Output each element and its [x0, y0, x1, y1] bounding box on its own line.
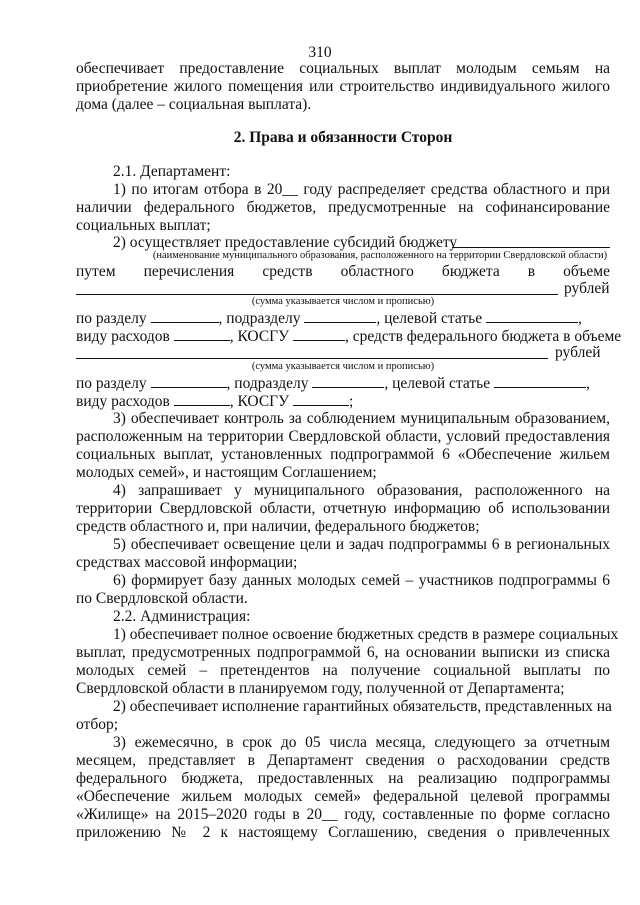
text-line: социальных выплат, установленных подпрограммой 6 «Обеспечение жильем — [76, 446, 610, 463]
blank-kosgu — [293, 327, 345, 341]
blank-line-amount — [76, 358, 548, 359]
text-line: средствах массовой информации; — [76, 554, 298, 571]
text-line: 5) обеспечивает освещение цели и задач подпрограммы 6 в региональных — [113, 536, 610, 553]
text-line: федерального бюджета, предоставленных на реализацию подпрограммы — [76, 770, 610, 787]
label-kosgu: , КОСГУ — [229, 393, 290, 410]
blank-expense-type — [174, 392, 230, 406]
blank-line-municipality — [452, 247, 610, 248]
punct: , — [585, 375, 590, 392]
text-line: средств областного и, при наличии, федерального бюджетов; — [76, 518, 480, 535]
text-line: 4) запрашивает у муниципального образования, расположенного на — [113, 482, 610, 499]
label-expense-type: виду расходов — [76, 328, 170, 345]
subsection-title: 2.2. Администрация: — [113, 608, 251, 625]
page-number: 310 — [308, 44, 332, 61]
label-federal: , средств федерального бюджета в объеме — [344, 328, 622, 345]
budget-line — [76, 392, 610, 411]
text-line: 3) обеспечивает контроль за соблюдением муниципальным образованием, — [113, 410, 610, 427]
budget-line — [76, 374, 610, 393]
text-line: 3) ежемесячно, в срок до 05 числа месяца, следующего за отчетным — [113, 734, 610, 751]
text-line: 2) осуществляет предоставление субсидий бюджету — [113, 234, 458, 251]
text-line: молодых семей», и настоящим Соглашением; — [76, 464, 377, 481]
subsection-title: 2.1. Департамент: — [113, 163, 231, 180]
field-caption: (сумма указывается числом и прописью) — [251, 296, 435, 307]
text-line: 2) обеспечивает исполнение гарантийных обязательств, представленных на — [113, 698, 612, 715]
field-caption: (сумма указывается числом и прописью) — [251, 361, 435, 372]
label-subsection: , подразделу — [226, 375, 309, 392]
blank-expense-type — [174, 327, 230, 341]
blank-section — [151, 374, 227, 388]
text-line: по Свердловской области. — [76, 590, 248, 607]
text-line: «Жилище» на 2015–2020 годы в 20__ году, составленные по форме согласно — [76, 806, 610, 823]
text-line: выплат, предусмотренных подпрограммой 6, на основании выписки из списка — [76, 644, 610, 661]
text-line: социальных выплат; — [76, 217, 211, 234]
punct: , — [577, 310, 582, 327]
text-rubles: рублей — [555, 344, 601, 361]
blank-kosgu — [293, 392, 349, 406]
budget-line — [76, 327, 622, 346]
text-line: приобретение жилого помещения или строительство индивидуального жилого — [76, 78, 610, 95]
text-line: обеспечивает предоставление социальных выплат молодым семьям на — [76, 60, 610, 77]
budget-line — [76, 309, 610, 328]
text-line: молодых семей – претендентов на получение социальной выплаты по — [76, 662, 610, 679]
blank-target-article — [486, 309, 578, 323]
text-line: «Обеспечение жильем молодых семей» федеральной целевой программы — [76, 788, 610, 805]
text-line: расположенным на территории Свердловской области, условий предоставления — [76, 428, 610, 445]
label-expense-type: виду расходов — [76, 393, 170, 410]
label-target-article: , целевой статье — [376, 310, 483, 327]
text-line: месяцем, представляет в Департамент сведения о расходовании средств — [76, 752, 610, 769]
blank-section — [151, 309, 219, 323]
text-line: 1) обеспечивает полное освоение бюджетных средств в размере социальных — [113, 626, 619, 643]
blank-subsection — [304, 309, 376, 323]
text-line: дома (далее – социальная выплата). — [76, 96, 312, 113]
section-heading: 2. Права и обязанности Сторон — [233, 129, 453, 146]
text-line: 6) формирует базу данных молодых семей – участников подпрограммы 6 — [113, 572, 610, 589]
text-line: территории Свердловской области, отчетную информацию об использовании — [76, 500, 610, 517]
label-section: по разделу — [76, 375, 147, 392]
text-line: путем перечисления средств областного бюджета в объеме — [76, 263, 610, 280]
text-line: приложению № 2 к настоящему Соглашению, сведения о привлеченных — [76, 824, 610, 841]
label-kosgu: , КОСГУ — [229, 328, 290, 345]
text-line: 1) по итогам отбора в 20__ году распределяет средства областного и при — [113, 181, 610, 198]
label-subsection: , подразделу — [218, 310, 301, 327]
blank-subsection — [312, 374, 384, 388]
text-line: Свердловской области в планируемом году, полученной от Департамента; — [76, 680, 565, 697]
text-line: наличии федерального бюджетов, предусмотренные на софинансирование — [76, 199, 610, 216]
text-line: отбор; — [76, 716, 119, 733]
blank-line-amount — [76, 294, 558, 295]
punct: ; — [348, 393, 354, 410]
label-target-article: , целевой статье — [384, 375, 491, 392]
blank-target-article — [494, 374, 586, 388]
label-section: по разделу — [76, 310, 147, 327]
field-caption: (наименование муниципального образования, расположенного на территории Свердловской области) — [152, 250, 608, 261]
text-rubles: рублей — [564, 280, 610, 297]
